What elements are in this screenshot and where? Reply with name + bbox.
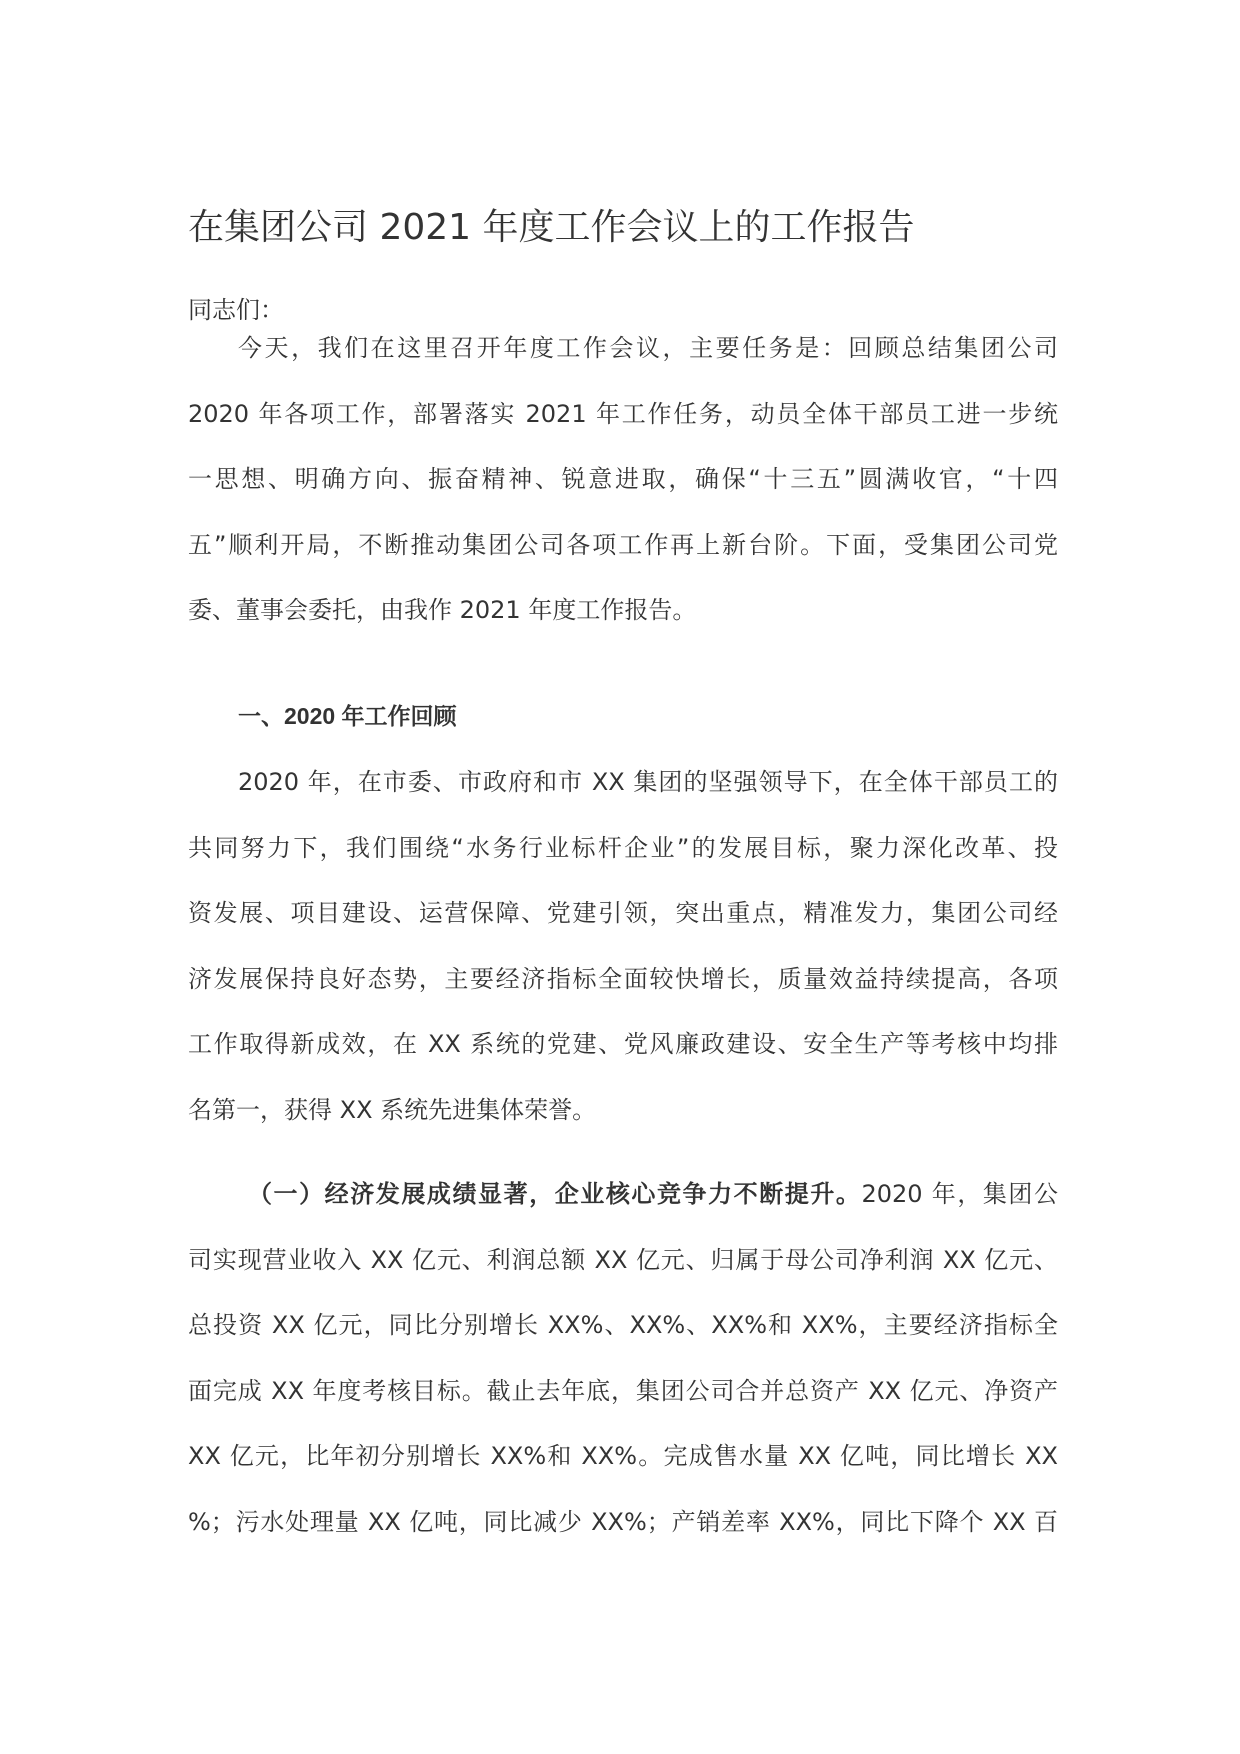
paragraph-line: %；污水处理量 XX 亿吨，同比减少 XX%；产销差率 XX%，同比下降个 XX 百 (188, 1507, 1058, 1536)
paragraph-line: 一思想、明确方向、振奋精神、锐意进取，确保“十三五”圆满收官，“十四 (188, 465, 1058, 493)
paragraph-line: 今天，我们在这里召开年度工作会议，主要任务是：回顾总结集团公司 (238, 334, 1058, 362)
paragraph-line: 资发展、项目建设、运营保障、党建引领，突出重点，精准发力，集团公司经 (188, 899, 1058, 927)
subsection-heading: （一）经济发展成绩显著，企业核心竞争力不断提升。 (248, 1180, 862, 1208)
paragraph-line: 名第一，获得 XX 系统先进集体荣誉。 (188, 1095, 597, 1124)
document-title: 在集团公司 2021 年度工作会议上的工作报告 (188, 207, 915, 248)
paragraph-line: 共同努力下，我们围绕“水务行业标杆企业”的发展目标，聚力深化改革、投 (188, 833, 1058, 862)
section-heading: 一、2020 年工作回顾 (238, 703, 457, 729)
paragraph-line: 济发展保持良好态势，主要经济指标全面较快增长，质量效益持续提高，各项 (188, 964, 1058, 993)
salutation: 同志们： (188, 296, 284, 324)
paragraph-line (188, 1162, 1058, 1228)
paragraph-line: 委、董事会委托，由我作 2021 年度工作报告。 (188, 596, 697, 624)
paragraph-line: 2020 年，在市委、市政府和市 XX 集团的坚强领导下，在全体干部员工的 (238, 768, 1058, 796)
paragraph-line: 五”顺利开局，不断推动集团公司各项工作再上新台阶。下面，受集团公司党 (188, 530, 1058, 559)
paragraph-line: XX 亿元，比年初分别增长 XX%和 XX%。完成售水量 XX 亿吨，同比增长 XX (188, 1442, 1058, 1470)
economic-paragraph (188, 1162, 1058, 1555)
paragraph-line: 面完成 XX 年度考核目标。截止去年底，集团公司合并总资产 XX 亿元、净资产 (188, 1376, 1058, 1405)
review-paragraph (188, 750, 1058, 1143)
paragraph-line: 2020 年各项工作，部署落实 2021 年工作任务，动员全体干部员工进一步统 (188, 399, 1058, 428)
paragraph-line: 司实现营业收入 XX 亿元、利润总额 XX 亿元、归属于母公司净利润 XX 亿元、 (188, 1245, 1058, 1274)
paragraph-text: 2020 年，集团公 (861, 1180, 1058, 1208)
intro-paragraph (188, 316, 1058, 644)
paragraph-line: 工作取得新成效，在 XX 系统的党建、党风廉政建设、安全生产等考核中均排 (188, 1030, 1058, 1058)
paragraph-line: 总投资 XX 亿元，同比分别增长 XX%、XX%、XX%和 XX%，主要经济指标全 (188, 1311, 1058, 1339)
